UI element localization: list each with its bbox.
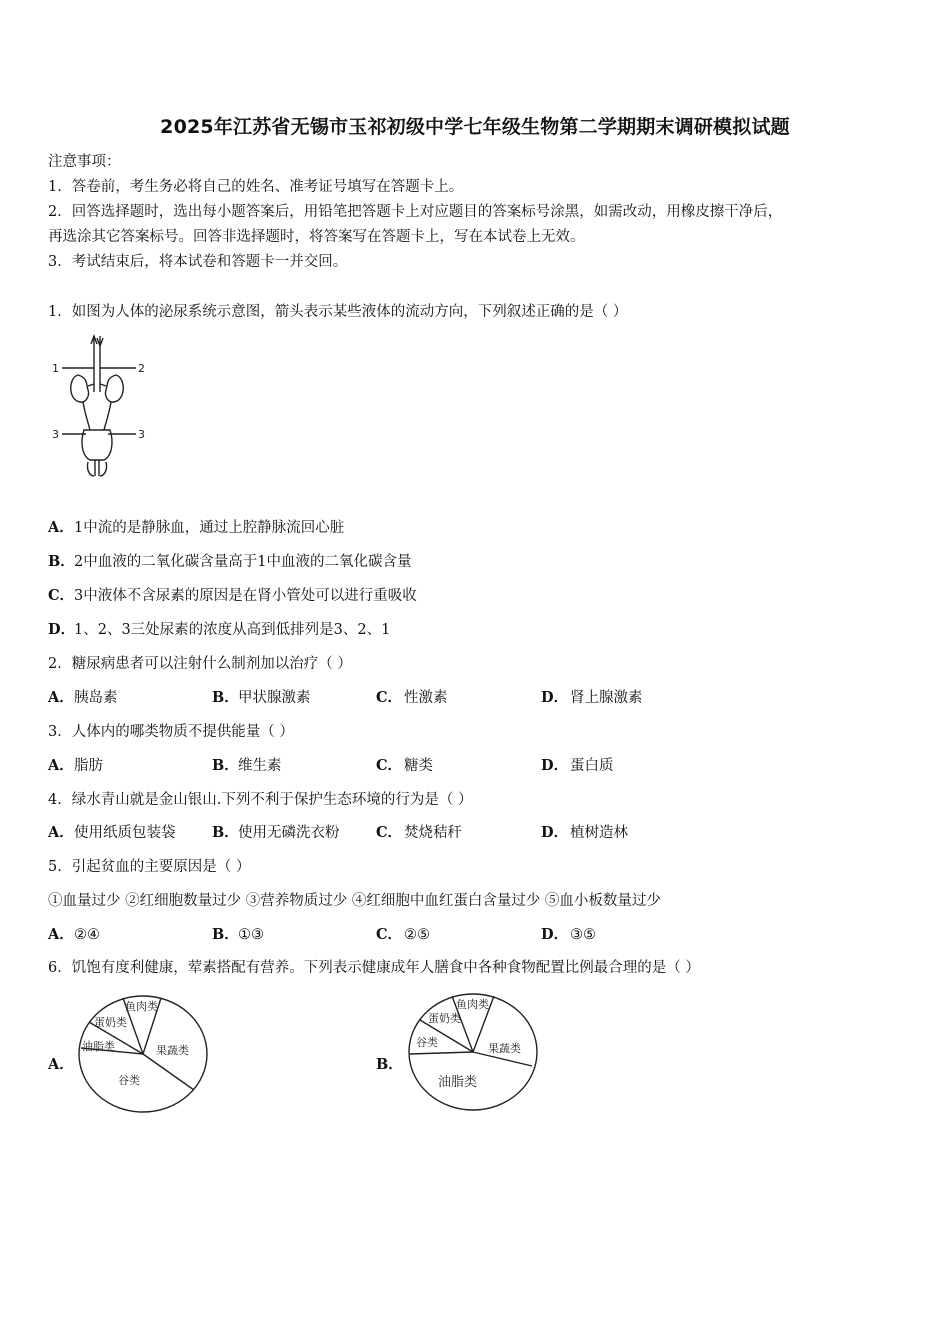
option-letter: C． — [376, 689, 403, 706]
pie-label: 鱼肉类 — [456, 998, 489, 1011]
option-text: 1、2、3三处尿素的浓度从高到低排列是3、2、1 — [74, 622, 391, 638]
option-text: 3中液体不含尿素的原因是在肾小管处可以进行重吸收 — [74, 588, 417, 604]
option-letter: B． — [212, 824, 239, 841]
option-letter: A． — [48, 824, 74, 841]
option-letter: A． — [48, 926, 74, 943]
option-letter: A． — [48, 757, 74, 774]
option-text: ②⑤ — [404, 927, 430, 943]
option-letter: C． — [376, 757, 403, 774]
option-text: 脂肪 — [74, 758, 103, 774]
option-letter: D． — [541, 689, 569, 706]
pie-label: 鱼肉类 — [125, 1000, 158, 1013]
notice-item: 3．考试结束后，将本试卷和答题卡一并交回。 — [48, 254, 348, 270]
option-text: 糖类 — [404, 758, 433, 774]
question-5-sub-items: ①血量过少 ②红细胞数量过少 ③营养物质过少 ④红细胞中血红蛋白含量过少 ⑤血小板数量过少 — [48, 893, 661, 909]
urinary-system-figure — [50, 330, 155, 480]
pie-label: 果蔬类 — [156, 1044, 189, 1057]
question-2-stem: 2．糖尿病患者可以注射什么制剂加以治疗（ ） — [48, 656, 352, 672]
pie-chart-option-b — [406, 990, 541, 1114]
pie-chart-option-a — [76, 992, 211, 1116]
pie-label: 谷类 — [118, 1074, 140, 1087]
pie-label: 果蔬类 — [488, 1042, 521, 1055]
option-letter: A． — [48, 689, 74, 706]
page-title: 2025年江苏省无锡市玉祁初级中学七年级生物第二学期期末调研模拟试题 — [160, 116, 790, 138]
pie-label: 油脂类 — [438, 1075, 478, 1090]
pie-label: 蛋奶类 — [428, 1012, 461, 1025]
option-text: 性激素 — [404, 690, 448, 706]
pie-label: 谷类 — [416, 1036, 438, 1049]
option-text: 植树造林 — [570, 825, 628, 841]
option-letter: C． — [48, 587, 75, 604]
option-letter: C． — [376, 926, 403, 943]
option-letter: A． — [48, 519, 74, 536]
question-3-stem: 3．人体内的哪类物质不提供能量（ ） — [48, 724, 294, 740]
figure-label: 3 — [52, 428, 59, 441]
option-letter: D． — [541, 757, 569, 774]
option-text: 维生素 — [238, 758, 282, 774]
option-text: 使用纸质包装袋 — [74, 825, 176, 841]
option-letter: A． — [48, 1056, 74, 1073]
option-text: 焚烧秸秆 — [404, 825, 462, 841]
option-letter: D． — [541, 824, 569, 841]
option-letter: B． — [212, 689, 239, 706]
option-text: 甲状腺激素 — [238, 690, 311, 706]
figure-label: 3 — [138, 428, 145, 441]
notice-heading: 注意事项： — [48, 154, 121, 170]
question-6-stem: 6．饥饱有度利健康，荤素搭配有营养。下列表示健康成年人膳食中各种食物配置比例最合理的是（ ） — [48, 960, 700, 976]
option-text: ①③ — [238, 927, 264, 943]
option-text: 使用无磷洗衣粉 — [238, 825, 340, 841]
option-letter: B． — [212, 926, 239, 943]
figure-label: 1 — [52, 362, 59, 375]
question-4-stem: 4．绿水青山就是金山银山.下列不利于保护生态环境的行为是（ ） — [48, 792, 473, 808]
option-text: 胰岛素 — [74, 690, 118, 706]
notice-item: 再选涂其它答案标号。回答非选择题时，将答案写在答题卡上，写在本试卷上无效。 — [48, 229, 585, 245]
option-letter: B． — [376, 1056, 403, 1073]
option-letter: B． — [48, 553, 75, 570]
notice-item: 1．答卷前，考生务必将自己的姓名、准考证号填写在答题卡上。 — [48, 179, 464, 195]
option-letter: D． — [48, 621, 76, 638]
figure-label: 2 — [138, 362, 145, 375]
option-letter: B． — [212, 757, 239, 774]
option-text: ②④ — [74, 927, 100, 943]
notice-item: 2．回答选择题时，选出每小题答案后，用铅笔把答题卡上对应题目的答案标号涂黑，如需改动，用橡皮擦干净后， — [48, 204, 783, 220]
question-1-stem: 1．如图为人体的泌尿系统示意图，箭头表示某些液体的流动方向，下列叙述正确的是（ ） — [48, 304, 628, 320]
pie-label: 蛋奶类 — [94, 1016, 127, 1029]
pie-label: 油脂类 — [82, 1040, 115, 1053]
option-text: ③⑤ — [570, 927, 596, 943]
option-letter: C． — [376, 824, 403, 841]
question-5-stem: 5．引起贫血的主要原因是（ ） — [48, 859, 251, 875]
option-text: 蛋白质 — [570, 758, 614, 774]
option-text: 肾上腺激素 — [570, 690, 643, 706]
option-text: 1中流的是静脉血，通过上腔静脉流回心脏 — [74, 520, 345, 536]
option-letter: D． — [541, 926, 569, 943]
option-text: 2中血液的二氧化碳含量高于1中血液的二氧化碳含量 — [74, 554, 412, 570]
